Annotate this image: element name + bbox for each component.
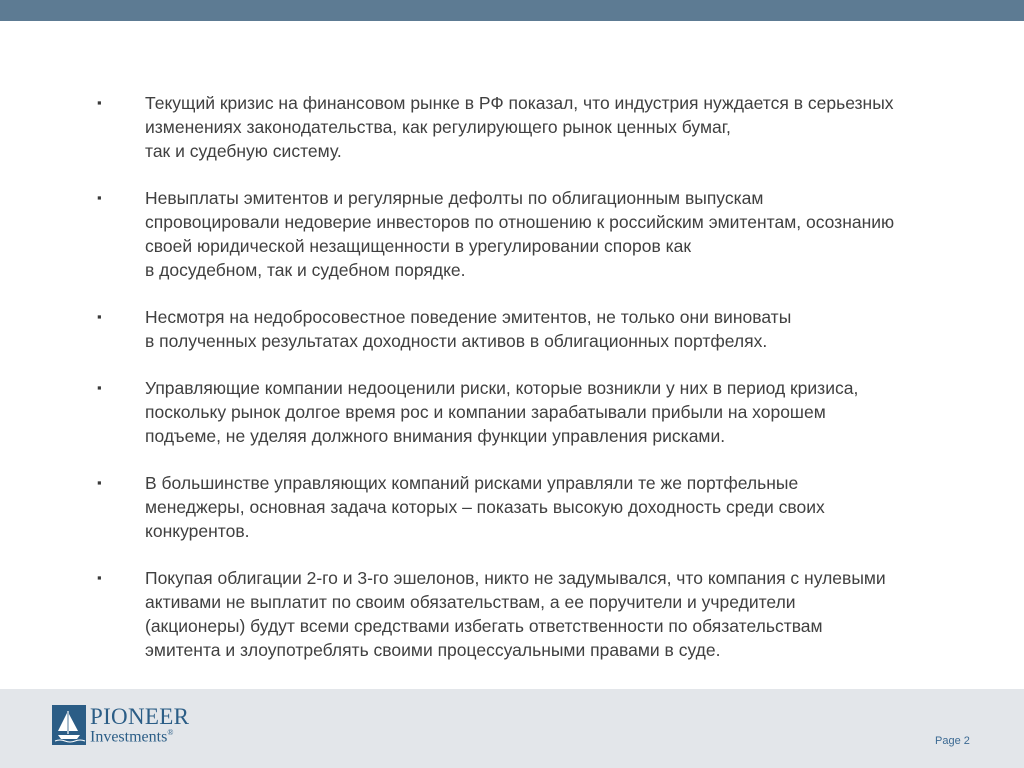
bullet-line: менеджеры, основная задача которых – показать высокую доходность среди своих	[145, 497, 825, 517]
bullet-marker: ▪	[97, 475, 102, 490]
bullet-marker: ▪	[97, 190, 102, 205]
bullet-item	[0, 305, 1024, 353]
bullet-text	[145, 566, 1015, 662]
bullet-line: В большинстве управляющих компаний рисками управляли те же портфельные	[145, 473, 799, 493]
bullet-text	[145, 471, 1015, 543]
bullet-line: активами не выплатит по своим обязательствам, а ее поручители и учредители	[145, 592, 796, 612]
bullet-line: (акционеры) будут всеми средствами избегать ответственности по обязательствам	[145, 616, 823, 636]
bullet-text	[145, 376, 1015, 448]
bullet-line: изменениях законодательства, как регулирующего рынок ценных бумаг,	[145, 117, 731, 137]
bullet-marker: ▪	[97, 570, 102, 585]
bullet-list	[0, 91, 1024, 685]
registered-mark: ®	[167, 727, 174, 737]
pioneer-logo	[52, 705, 189, 745]
bullet-line: Невыплаты эмитентов и регулярные дефолты по облигационным выпускам	[145, 188, 764, 208]
footer-bar	[0, 689, 1024, 768]
bullet-line: Несмотря на недобросовестное поведение эмитентов, не только они виноваты	[145, 307, 792, 327]
bullet-line: в досудебном, так и судебном порядке.	[145, 260, 466, 280]
bullet-line: спровоцировали недоверие инвесторов по отношению к российским эмитентам, осознанию	[145, 212, 895, 232]
bullet-marker: ▪	[97, 380, 102, 395]
bullet-line: так и судебную систему.	[145, 141, 342, 161]
bullet-line: своей юридической незащищенности в урегулировании споров как	[145, 236, 692, 256]
bullet-item	[0, 566, 1024, 662]
bullet-text	[145, 91, 1015, 163]
logo-wordmark	[90, 705, 189, 745]
bullet-line: в полученных результатах доходности активов в облигационных портфелях.	[145, 331, 768, 351]
page-number: Page 2	[935, 735, 970, 747]
bullet-line: поскольку рынок долгое время рос и компании зарабатывали прибыли на хорошем	[145, 402, 826, 422]
bullet-line: эмитента и злоупотреблять своими процессуальными правами в суде.	[145, 640, 721, 660]
bullet-item	[0, 471, 1024, 543]
bullet-text	[145, 186, 1015, 282]
bullet-line: Покупая облигации 2-го и 3-го эшелонов, никто не задумывался, что компания с нулевыми	[145, 568, 886, 588]
logo-subtitle	[90, 729, 189, 745]
bullet-line: Управляющие компании недооценили риски, которые возникли у них в период кризиса,	[145, 378, 859, 398]
logo-name: PIONEER	[90, 703, 190, 729]
bullet-text	[145, 305, 1015, 353]
bullet-line: подъеме, не уделяя должного внимания функции управления рисками.	[145, 426, 726, 446]
bullet-item	[0, 376, 1024, 448]
bullet-marker: ▪	[97, 95, 102, 110]
header-bar	[0, 0, 1024, 21]
bullet-item	[0, 91, 1024, 163]
bullet-marker: ▪	[97, 309, 102, 324]
bullet-item	[0, 186, 1024, 282]
bullet-line: конкурентов.	[145, 521, 250, 541]
ship-sail-icon	[52, 705, 86, 745]
bullet-line: Текущий кризис на финансовом рынке в РФ показал, что индустрия нуждается в серьезных	[145, 93, 894, 113]
logo-sub-text: Investments	[90, 728, 168, 746]
